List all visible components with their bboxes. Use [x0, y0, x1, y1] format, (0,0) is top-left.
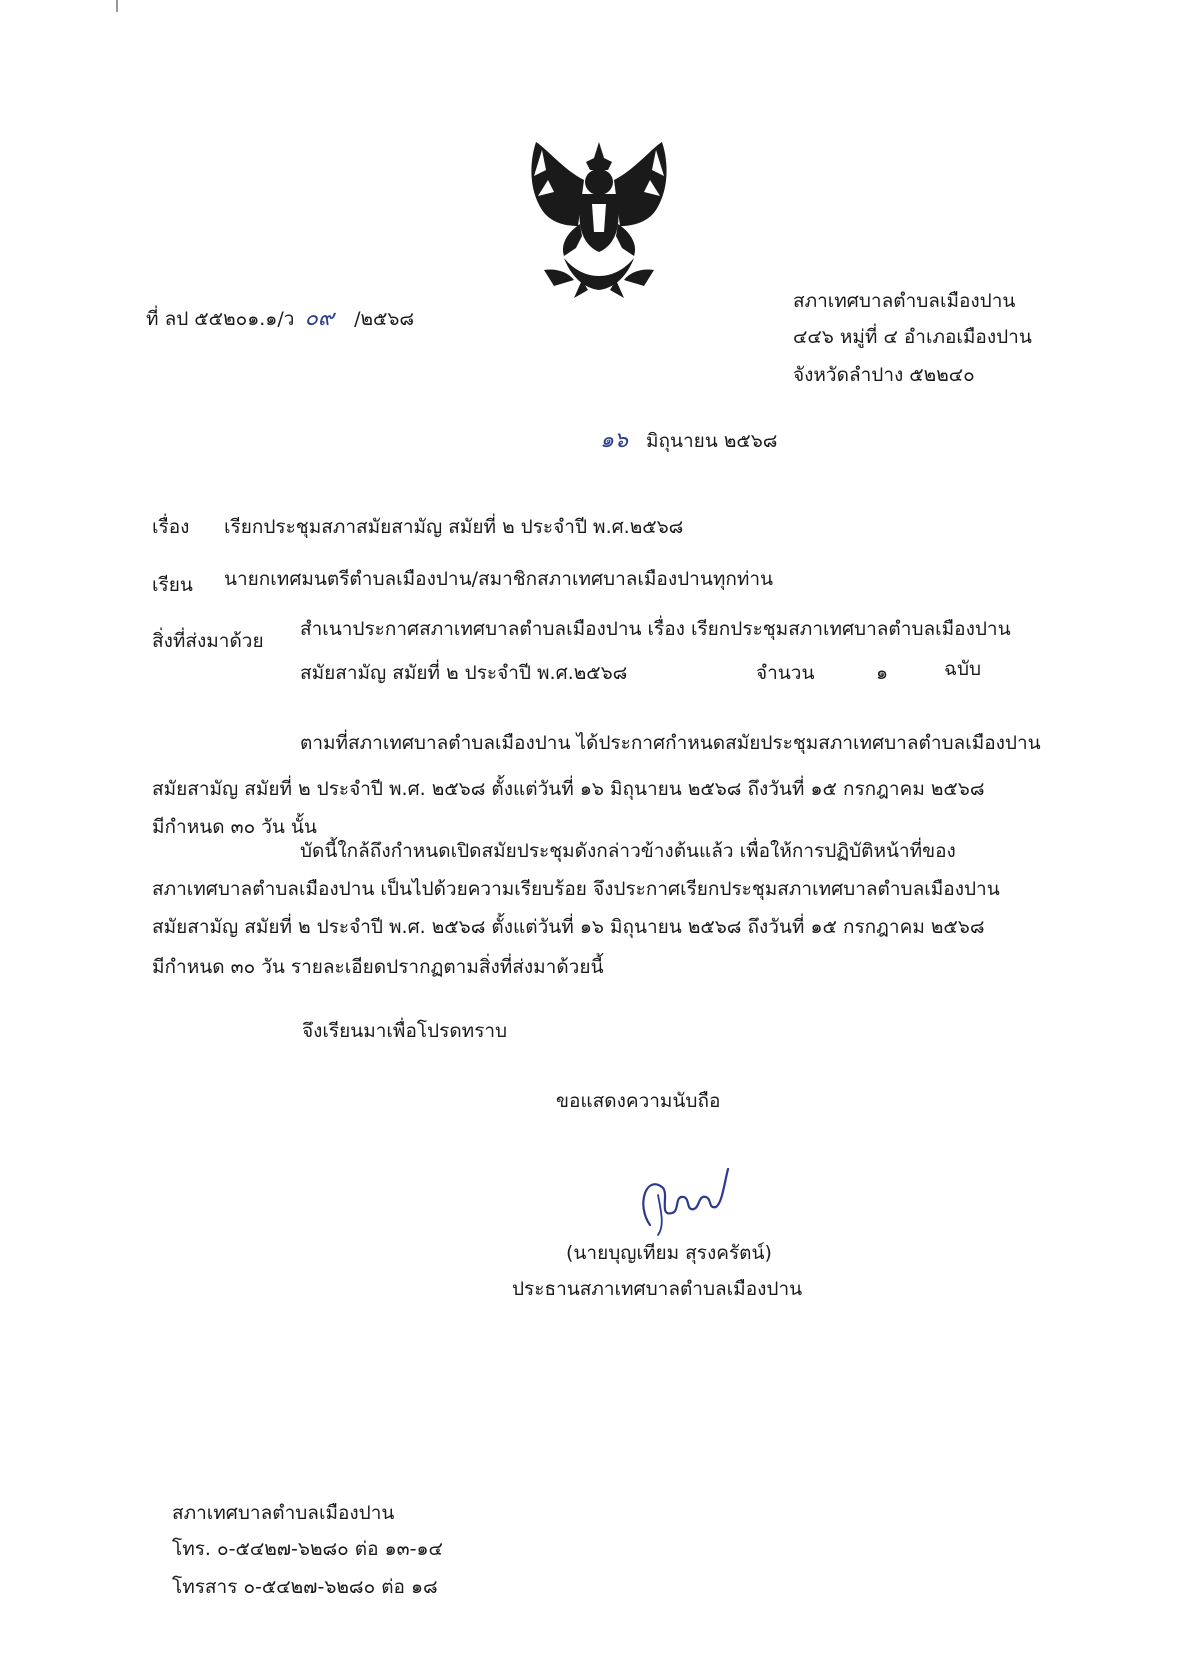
enclosure-label: สิ่งที่ส่งมาด้วย: [152, 630, 264, 652]
sender-line-2: ๔๔๖ หมู่ที่ ๔ อำเภอเมืองปาน: [793, 326, 1032, 348]
signatory-name: (นายบุญเทียม สุรงครัตน์): [566, 1242, 772, 1264]
subject-text: เรียกประชุมสภาสมัยสามัญ สมัยที่ ๒ ประจำปี พ.ศ.๒๕๖๘: [224, 516, 684, 538]
enclosure-line-2: สมัยสามัญ สมัยที่ ๒ ประจำปี พ.ศ.๒๕๖๘: [300, 662, 628, 684]
signature: [628, 1165, 732, 1237]
to-text: นายกเทศมนตรีตำบลเมืองปาน/สมาชิกสภาเทศบาลเมืองปานทุกท่าน: [224, 568, 774, 590]
enclosure-unit: ฉบับ: [944, 658, 982, 680]
body-p2-line-4: มีกำหนด ๓๐ วัน รายละเอียดปรากฏตามสิ่งที่ส่งมาด้วยนี้: [152, 956, 604, 978]
body-p2-line-3: สมัยสามัญ สมัยที่ ๒ ประจำปี พ.ศ. ๒๕๖๘ ตั้งแต่วันที่ ๑๖ มิถุนายน ๒๕๖๘ ถึงวันที่ ๑๕ กรกฎาคม ๒๕๖๘: [152, 916, 985, 938]
reference-number-handwritten: ๐๙: [304, 306, 335, 331]
reference-prefix: ที่ ลป ๕๕๒๐๑.๑/ว: [146, 308, 295, 330]
body-p1-line-3: มีกำหนด ๓๐ วัน นั้น: [152, 816, 317, 838]
body-p1-line-2: สมัยสามัญ สมัยที่ ๒ ประจำปี พ.ศ. ๒๕๖๘ ตั้งแต่วันที่ ๑๖ มิถุนายน ๒๕๖๘ ถึงวันที่ ๑๕ กรกฎาคม ๒๕๖๘: [152, 778, 985, 800]
date-day-handwritten: ๑๖: [600, 428, 628, 453]
body-p2-line-1: บัดนี้ใกล้ถึงกำหนดเปิดสมัยประชุมดังกล่าวข้างต้นแล้ว เพื่อให้การปฏิบัติหน้าที่ของ: [300, 840, 956, 862]
scan-edge-mark: [116, 0, 118, 12]
enclosure-line-1: สำเนาประกาศสภาเทศบาลตำบลเมืองปาน เรื่อง เรียกประชุมสภาเทศบาลตำบลเมืองปาน: [300, 618, 1011, 640]
to-label: เรียน: [152, 574, 193, 596]
footer-org: สภาเทศบาลตำบลเมืองปาน: [172, 1502, 395, 1524]
body-p1-line-1: ตามที่สภาเทศบาลตำบลเมืองปาน ได้ประกาศกำหนดสมัยประชุมสภาเทศบาลตำบลเมืองปาน: [300, 732, 1041, 754]
sender-line-3: จังหวัดลำปาง ๕๒๒๔๐: [793, 364, 975, 386]
enclosure-qty-label: จำนวน: [756, 662, 815, 684]
footer-tel: โทร. ๐-๕๔๒๗-๖๒๘๐ ต่อ ๑๓-๑๔: [172, 1538, 443, 1560]
subject-label: เรื่อง: [152, 516, 190, 538]
date-month-year: มิถุนายน ๒๕๖๘: [645, 430, 778, 452]
signatory-position: ประธานสภาเทศบาลตำบลเมืองปาน: [512, 1278, 803, 1300]
reference-line: [146, 306, 414, 332]
sender-line-1: สภาเทศบาลตำบลเมืองปาน: [793, 290, 1016, 312]
reference-year: /๒๕๖๘: [354, 308, 415, 330]
date-line: [600, 428, 777, 454]
footer-fax: โทรสาร ๐-๕๔๒๗-๖๒๘๐ ต่อ ๑๘: [172, 1576, 438, 1598]
body-p2-line-2: สภาเทศบาลตำบลเมืองปาน เป็นไปด้วยความเรียบร้อย จึงประกาศเรียกประชุมสภาเทศบาลตำบลเมืองปาน: [152, 878, 1000, 900]
garuda-emblem: [524, 140, 674, 300]
enclosure-qty: ๑: [876, 662, 889, 684]
closing-line: จึงเรียนมาเพื่อโปรดทราบ: [302, 1020, 508, 1042]
regards-line: ขอแสดงความนับถือ: [556, 1090, 721, 1112]
